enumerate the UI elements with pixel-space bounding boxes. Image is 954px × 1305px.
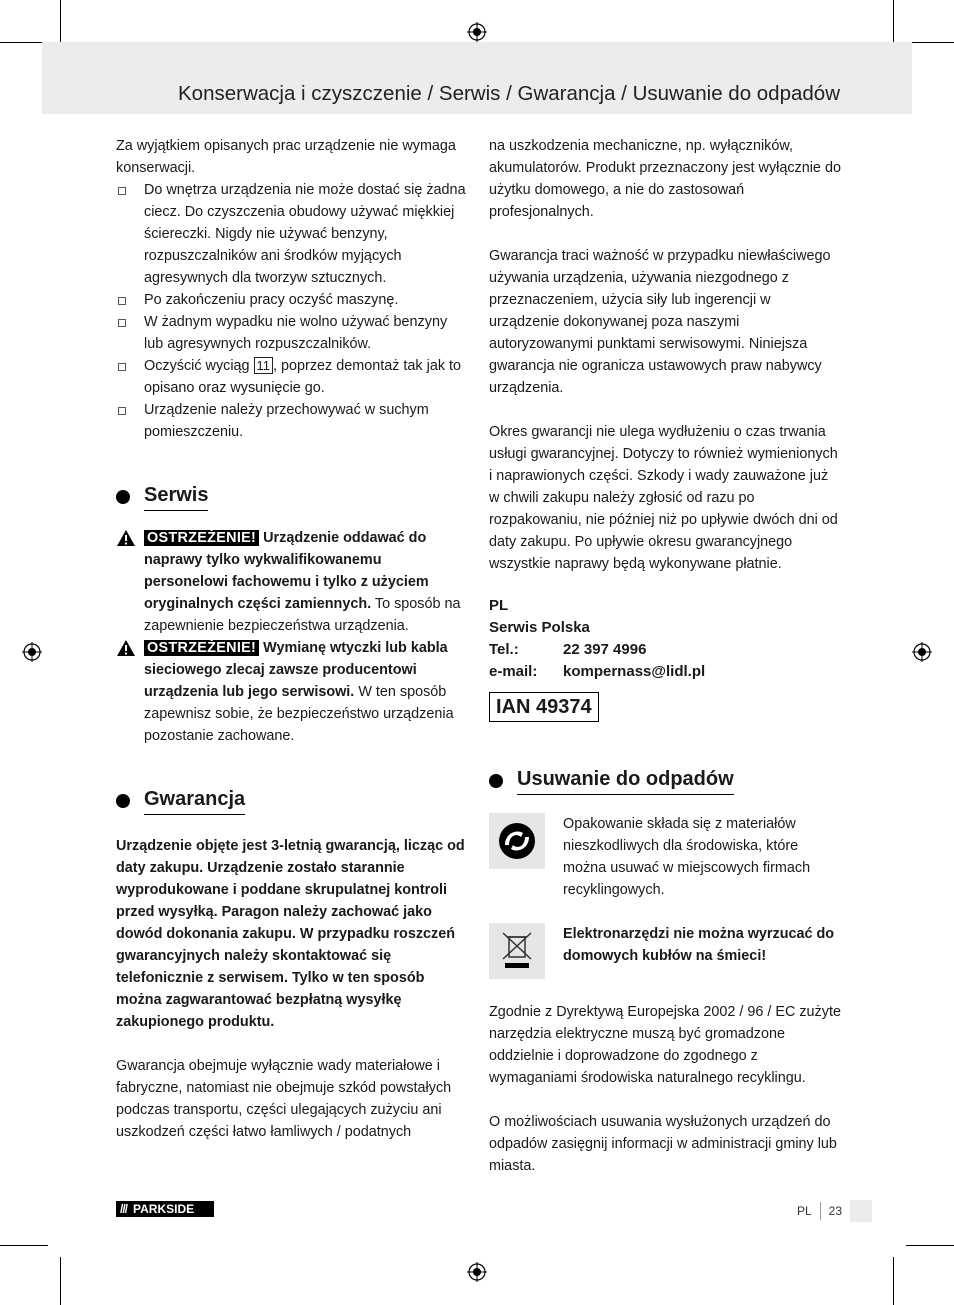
warning-text-bold: Urządzenie oddawać do naprawy tylko wykwalifikowanemu personelowi fachowemu i tylko z użyciem oryginalnych części zamiennych. <box>144 530 429 612</box>
tel-value: 22 397 4996 <box>563 641 647 658</box>
crossed-bin-icon <box>489 923 545 979</box>
warning-triangle-icon <box>116 529 136 547</box>
service-contact <box>489 595 705 683</box>
list-item: W żadnym wypadku nie wolno używać benzyny lub agresywnych rozpuszczalników. <box>116 311 468 355</box>
paragraph: Okres gwarancji nie ulega wydłużeniu o czas trwania usługi gwarancyjnej. Dotyczy to również wymienionych i naprawionych części. Szkody i wady zauważone już w chwili zakupu należy zgłosić od razu po rozpakowaniu, nie później niż po upływie dwóch dni od daty zakupu. Po upływie okresu gwarancyjnego wszystkie naprawy będą wykonywane płatnie. <box>489 424 838 572</box>
intro-text: Za wyjątkiem opisanych prac urządzenie nie wymaga konserwacji. <box>116 138 456 176</box>
weee-note <box>489 923 841 979</box>
registration-mark-icon <box>912 642 932 662</box>
registration-mark-icon <box>467 22 487 42</box>
list-item: Do wnętrza urządzenia nie może dostać się żadna ciecz. Do czyszczenia obudowy używać miękkiej ściereczki. Nigdy nie używać benzyny, rozpuszczalników ani środków myjących agresywnych dla tworzyw sztucznych. <box>116 179 468 289</box>
green-dot-icon <box>489 813 545 869</box>
parkside-logo <box>116 1201 214 1217</box>
crop-mark <box>893 1257 894 1305</box>
brand-name: PARKSIDE <box>133 1202 195 1216</box>
bullet-dot-icon <box>489 774 503 788</box>
list-item-text: Oczyścić wyciąg <box>144 358 254 374</box>
section-heading <box>489 766 841 795</box>
section-heading <box>116 786 468 815</box>
email-label: e-mail: <box>489 663 538 680</box>
crop-mark <box>0 42 48 43</box>
list-item-text: , poprzez demontaż tak jak to opisano oraz wysunięcie go. <box>144 358 462 396</box>
contact-country: PL <box>489 597 509 614</box>
crop-mark <box>0 1245 48 1246</box>
page-number: 23 <box>828 1204 842 1218</box>
crop-mark <box>60 0 61 48</box>
page-tab <box>850 1200 872 1222</box>
gwarancja-heading: Gwarancja <box>144 786 245 815</box>
registration-mark-icon <box>467 1262 487 1282</box>
paragraph: na uszkodzenia mechaniczne, np. wyłączników, akumulatorów. Produkt przeznaczony jest wyłącznie do użytku domowego, a nie do zastosowań profesjonalnych. <box>489 138 841 220</box>
left-column <box>116 135 468 1143</box>
crop-mark <box>60 1257 61 1305</box>
paragraph: Gwarancja traci ważność w przypadku niewłaściwego używania urządzenia, używania niezgodnego z przeznaczeniem, użycia siły lub ingerencji w urządzenie dokonywanej poza naszymi autoryzowanymi punktami serwisowymi. Niniejsza gwarancja nie ogranicza ustawowych praw nabywcy urządzenia. <box>489 248 831 396</box>
bullet-dot-icon <box>116 794 130 808</box>
language-code: PL <box>796 1204 812 1218</box>
paragraph: O możliwościach usuwania wysłużonych urządzeń do odpadów zasięgnij informacji w administracji gminy lub miasta. <box>489 1114 837 1174</box>
crop-mark <box>906 1245 954 1246</box>
warranty-bold-text: Urządzenie objęte jest 3-letnią gwarancją, licząc od daty zakupu. Urządzenie zostało starannie wyprodukowane i poddane skrupulatnej kontroli przed wysyłką. Paragon należy zachować jako dowód dokonania zakupu. W przypadku roszczeń gwarancyjnych należy skontaktować się telefonicznie z serwisem. Tylko w ten sposób można zagwarantować bezpłatną wysyłkę zakupionego produktu. <box>116 838 465 1030</box>
paragraph: Zgodnie z Dyrektywą Europejska 2002 / 96 / EC zużyte narzędzia elektryczne muszą być gromadzone oddzielnie i doprowadzone do zgodnego z wymaganiami środowiska naturalnego recyklingu. <box>489 1004 841 1086</box>
list-item: Po zakończeniu pracy oczyść maszynę. <box>116 289 468 311</box>
serwis-heading: Serwis <box>144 482 208 511</box>
crop-mark <box>906 42 954 43</box>
warning-block <box>116 637 468 747</box>
warning-text: To sposób na zapewnienie bezpieczeństwa urządzenia. <box>144 596 461 634</box>
list-item: Urządzenie należy przechowywać w suchym pomieszczeniu. <box>116 399 468 443</box>
page-header <box>42 42 912 114</box>
email-value: kompernass@lidl.pl <box>563 663 706 680</box>
ian-wrapper <box>489 692 841 722</box>
contact-name: Serwis Polska <box>489 619 590 636</box>
ian-number: IAN 49374 <box>489 692 599 722</box>
weee-text: Elektronarzędzi nie można wyrzucać do domowych kubłów na śmieci! <box>563 926 835 964</box>
part-reference: 11 <box>254 357 274 374</box>
list-item <box>116 355 468 399</box>
registration-mark-icon <box>22 642 42 662</box>
packaging-note <box>489 813 841 901</box>
tel-label: Tel.: <box>489 641 519 658</box>
warning-text-bold: Wymianę wtyczki lub kabla sieciowego zlecaj zawsze producentowi urządzenia lub jego serwisowi. <box>144 640 448 700</box>
warning-text: W ten sposób zapewnisz sobie, że bezpieczeństwo urządzenia pozostanie zachowane. <box>144 684 454 744</box>
bullet-dot-icon <box>116 490 130 504</box>
usuwanie-heading: Usuwanie do odpadów <box>517 766 734 795</box>
warranty-text: Gwarancja obejmuje wyłącznie wady materiałowe i fabryczne, natomiast nie obejmuje szkód powstałych podczas transportu, części ulegających zużyciu ani uszkodzeń części łatwo łamliwych / podatnych <box>116 1058 452 1140</box>
crop-mark <box>893 0 894 48</box>
warning-block <box>116 527 468 637</box>
logo-stripes-icon: /// <box>120 1202 128 1216</box>
warning-badge: OSTRZEŻENIE! <box>144 640 259 656</box>
page-title: Konserwacja i czyszczenie / Serwis / Gwarancja / Usuwanie do odpadów <box>178 82 840 105</box>
warning-triangle-icon <box>116 639 136 657</box>
page-number-area <box>797 1200 872 1222</box>
section-heading <box>116 482 468 511</box>
right-column <box>489 135 841 1177</box>
warning-badge: OSTRZEŻENIE! <box>144 530 259 546</box>
packaging-text: Opakowanie składa się z materiałów nieszkodliwych dla środowiska, które można usuwać w miejscowych firmach recyklingowych. <box>563 816 811 898</box>
